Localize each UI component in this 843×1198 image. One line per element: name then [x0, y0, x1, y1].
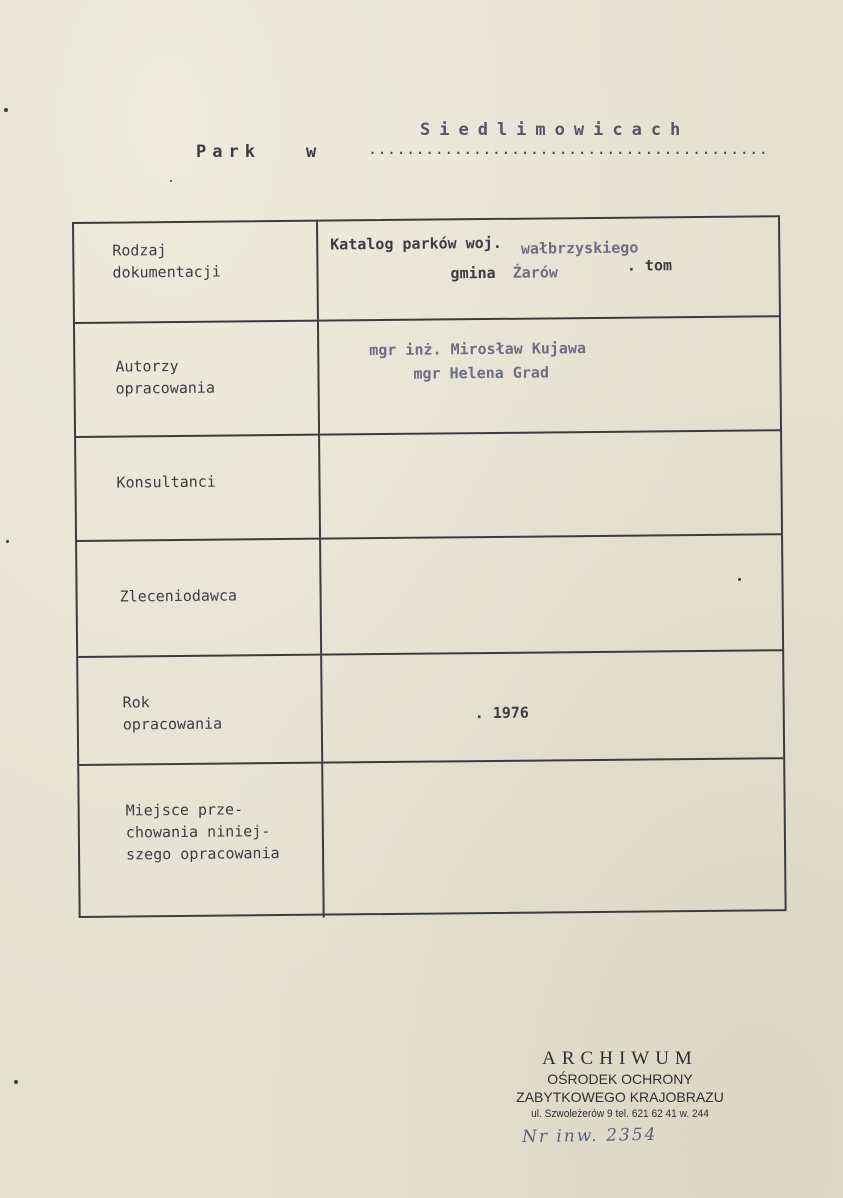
label-storage-location: Miejsce prze- chowania niniej- szego opracowania [125, 800, 280, 864]
catalog-title: Katalog parków woj. [330, 233, 502, 254]
stamp-line-2: ZABYTKOWEGO KRAJOBRAZU [516, 1089, 724, 1105]
park-location-name: Siedlimowicach [420, 120, 690, 140]
value-year: . 1976 [474, 703, 530, 723]
margin-speck [14, 1080, 18, 1084]
stamp-archiwum: ARCHIWUM [542, 1048, 698, 1069]
margin-speck [4, 108, 8, 112]
column-divider [321, 764, 324, 918]
label-documentation-type: Rodzaj dokumentacji [112, 241, 221, 282]
form-row-year [78, 651, 783, 766]
form-row-consultants [76, 431, 781, 542]
dotted-fill-line: .......................................... [368, 140, 768, 158]
park-label: Park [196, 142, 261, 162]
value-documentation-type [330, 229, 770, 285]
value-storage-location [336, 793, 776, 797]
value-consultants [332, 465, 772, 469]
form-row-documentation-type [74, 217, 779, 324]
commune-name: Żarów [512, 263, 558, 282]
inventory-number-handwritten: Nr inw. 2354 [521, 1124, 658, 1148]
label-consultants: Konsultanci [116, 472, 216, 492]
stamp-line-1: OŚRODEK OCHRONY [547, 1071, 693, 1087]
column-divider [320, 656, 323, 762]
value-authors [331, 335, 809, 386]
column-divider [318, 436, 321, 538]
stamp-address: ul. Szwoleżerów 9 tel. 621 62 41 w. 244 [531, 1108, 709, 1120]
page-speck [170, 180, 172, 182]
voivodeship-name: wałbrzyskiego [520, 238, 639, 258]
preposition-label: w [306, 142, 317, 162]
volume-label: . tom [626, 256, 673, 275]
form-row-storage-location [79, 759, 784, 920]
author-1: mgr inż. Mirosław Kujawa [369, 339, 587, 360]
column-divider [316, 222, 319, 320]
form-row-commissioner [77, 535, 782, 658]
park-header [0, 0, 843, 200]
label-year: Rok opracowania [122, 693, 223, 734]
value-commissioner [333, 579, 773, 583]
column-divider [319, 540, 322, 654]
commune-label: gmina [450, 263, 496, 283]
author-2: mgr Helena Grad [413, 363, 550, 383]
archive-stamp [500, 1048, 740, 1122]
margin-speck [6, 540, 9, 543]
label-authors: Autorzy opracowania [115, 356, 216, 398]
documentation-form-table [72, 215, 787, 918]
page-speck [738, 578, 741, 581]
form-row-authors [75, 317, 780, 438]
label-commissioner: Zleceniodawca [119, 586, 238, 606]
column-divider [317, 322, 320, 434]
